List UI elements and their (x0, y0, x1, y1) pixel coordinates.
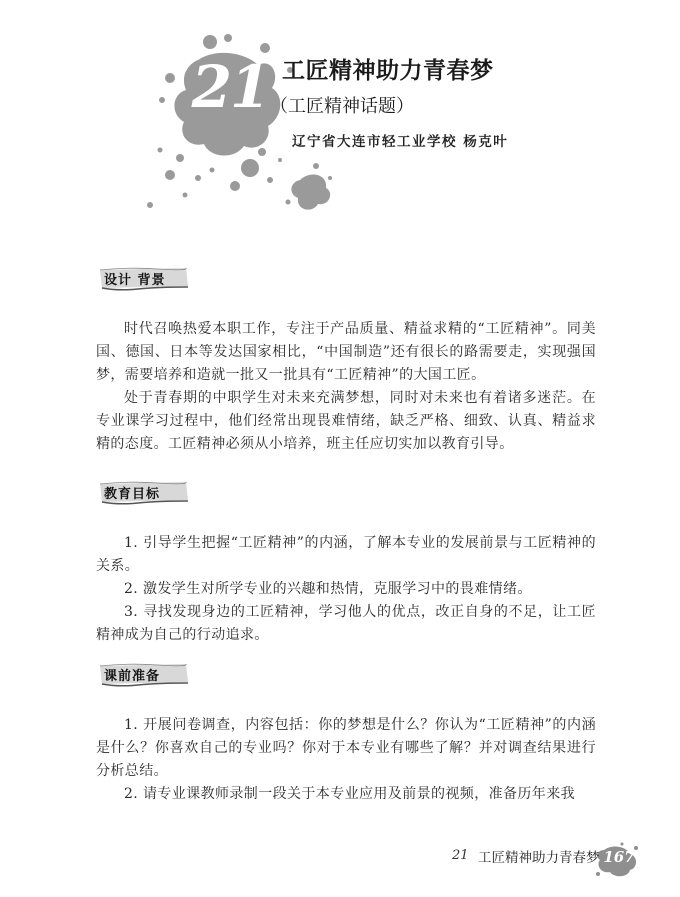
paragraph: 时代召唤热爱本职工作，专注于产品质量、精益求精的“工匠精神”。同美国、德国、日本等发达国家相比，“中国制造”还有很长的路需要走，实现强国梦，需要培养和造就一批又一批具有“工匠精神”的大国工匠。 (96, 321, 596, 383)
section-label-text: 设计 背景 (104, 273, 166, 288)
paragraph: 2. 请专业课教师录制一段关于本专业应用及前景的视频，准备历年来我 (124, 786, 576, 802)
section-design-background (96, 266, 596, 456)
paragraph: 1. 开展问卷调查，内容包括：你的梦想是什么？你认为“工匠精神”的内涵是什么？你喜欢自己的专业吗？你对于本专业有哪些了解？并对调查结果进行分析总结。 (96, 717, 596, 779)
section-label (98, 266, 190, 292)
section-label (98, 480, 190, 506)
chapter-subtitle: （工匠精神话题） (270, 96, 414, 117)
chapter-title: 工匠精神助力青春梦 (282, 58, 494, 84)
section-education-goals (96, 480, 596, 647)
section-pre-class-preparation (96, 662, 596, 806)
page-number: 167 (603, 848, 635, 866)
section-label-text: 课前准备 (104, 669, 161, 684)
paragraph: 2. 激发学生对所学专业的兴趣和热情，克服学习中的畏难情绪。 (124, 581, 532, 597)
footer-chapter-title: 工匠精神助力青春梦 (478, 850, 600, 866)
paragraph: 3. 寻找发现身边的工匠精神，学习他人的优点，改正自身的不足，让工匠精神成为自己的行动追求。 (96, 604, 596, 643)
section-label-text: 教育目标 (104, 487, 161, 502)
section-label (98, 662, 190, 688)
chapter-number: 21 (191, 53, 269, 121)
paragraph: 处于青春期的中职学生对未来充满梦想，同时对未来也有着诸多迷茫。在专业课学习过程中，他们经常出现畏难情绪，缺乏严格、细致、认真、精益求精的态度。工匠精神必须从小培养，班主任应切实加以教育引导。 (96, 390, 596, 452)
paragraph: 1. 引导学生把握“工匠精神”的内涵，了解本专业的发展前景与工匠精神的关系。 (96, 535, 596, 574)
page-footer (440, 840, 640, 880)
footer-chapter-number: 21 (452, 848, 469, 863)
author-line: 辽宁省大连市轻工业学校 杨克叶 (292, 134, 509, 150)
